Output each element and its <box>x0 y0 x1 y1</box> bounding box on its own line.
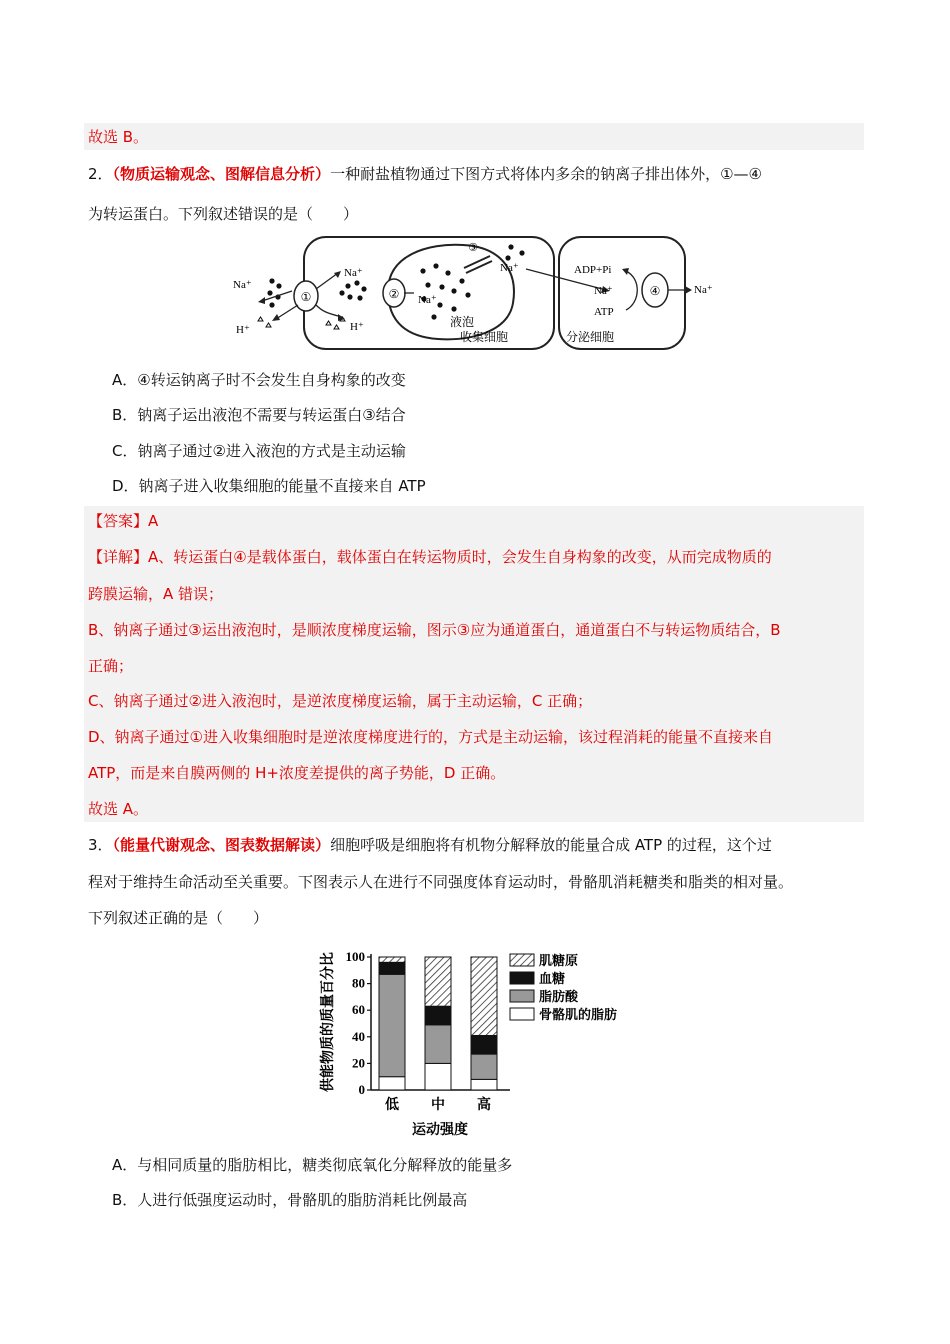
na-dots-vacuole <box>420 263 470 319</box>
na-dots-mid <box>339 280 366 300</box>
q3-option-a: A．与相同质量的脂肪相比，糖类彻底氧化分解释放的能量多 <box>112 1156 513 1174</box>
vacuole-label: 液泡 <box>450 315 475 329</box>
y-tick-label: 60 <box>352 1002 365 1018</box>
q3-number: 3． <box>88 836 113 854</box>
q3-stem-line-1 <box>88 834 772 856</box>
q3-option-b: B．人进行低强度运动时，骨骼肌的脂肪消耗比例最高 <box>112 1191 468 1209</box>
legend-label: 骨骼肌的脂肪 <box>539 1007 618 1022</box>
bar-segment-1-骨骼肌的脂肪 <box>425 1063 451 1090</box>
atp-label: ATP <box>594 306 614 318</box>
q2-stem-1: 一种耐盐植物通过下图方式将体内多余的钠离子排出体外，①—④ <box>330 165 762 183</box>
bar-segment-0-血糖 <box>379 962 405 974</box>
y-ticks <box>346 949 372 1097</box>
q2-detail-4: 正确； <box>88 657 134 675</box>
chart-legend <box>510 953 617 1022</box>
y-tick-label: 80 <box>352 975 365 991</box>
prev-conclusion: 故选 B。 <box>88 128 149 146</box>
q2-option-a: A．④转运钠离子时不会发生自身构象的改变 <box>112 371 406 389</box>
q2-detail-label: 【详解】 <box>88 548 149 566</box>
x-tick-label: 高 <box>477 1098 491 1113</box>
bar-segment-1-肌糖原 <box>425 957 451 1006</box>
q2-option-c: C．钠离子通过②进入液泡的方式是主动运输 <box>112 442 406 460</box>
legend-label: 血糖 <box>539 971 566 986</box>
legend-label: 肌糖原 <box>539 953 579 968</box>
energy-source-chart <box>310 942 640 1142</box>
h-left-label: H⁺ <box>236 324 250 336</box>
arrow-atp-adp <box>626 271 637 310</box>
x-tick-label: 中 <box>431 1098 445 1113</box>
bar-segment-2-骨骼肌的脂肪 <box>471 1079 497 1090</box>
legend-swatch <box>510 972 534 984</box>
x-tick-label: 低 <box>385 1098 399 1113</box>
q2-conclusion: 故选 A。 <box>88 800 149 818</box>
na-dots-left <box>267 278 281 307</box>
protein-2-label: ② <box>388 287 400 301</box>
q2-detail-6: D、钠离子通过①进入收集细胞时是逆浓度梯度进行的，方式是主动运输，该过程消耗的能量不直接来自 <box>88 728 774 746</box>
na-right-label: Na⁺ <box>694 284 713 296</box>
q2-stem-line-1 <box>88 163 762 185</box>
bar-segment-0-肌糖原 <box>379 957 405 962</box>
q2-detail-1: A、转运蛋白④是载体蛋白，载体蛋白在转运物质时，会发生自身构象的改变，从而完成物质的 <box>148 548 772 566</box>
q2-tag: （物质运输观念、图解信息分析） <box>112 165 331 183</box>
secrete-cell-label: 分泌细胞 <box>566 330 615 344</box>
bar-segment-0-脂肪酸 <box>379 974 405 1076</box>
na-top-label: Na⁺ <box>500 262 519 274</box>
protein-4-label: ④ <box>649 284 661 298</box>
adp-label: ADP+Pi <box>574 264 612 276</box>
chart-ylabel: 供能物质的质量百分比 <box>321 952 336 1092</box>
na-left-label: Na⁺ <box>233 279 252 291</box>
bar-segment-2-血糖 <box>471 1035 497 1054</box>
bars <box>379 957 497 1090</box>
q2-number: 2． <box>88 165 113 183</box>
q2-detail-5: C、钠离子通过②进入液泡时，是逆浓度梯度运输，属于主动运输，C 正确； <box>88 692 593 710</box>
legend-label: 脂肪酸 <box>539 989 579 1004</box>
q2-option-b: B．钠离子运出液泡不需要与转运蛋白③结合 <box>112 406 406 424</box>
y-tick-label: 20 <box>352 1055 365 1071</box>
legend-swatch <box>510 990 534 1002</box>
na-dots-top <box>505 244 524 260</box>
q2-transport-figure <box>228 233 713 353</box>
q3-stem-1: 细胞呼吸是细胞将有机物分解释放的能量合成 ATP 的过程，这个过 <box>330 836 772 854</box>
bar-segment-2-肌糖原 <box>471 957 497 1035</box>
x-ticks <box>385 1096 491 1113</box>
na-vac-label: Na⁺ <box>418 294 437 306</box>
na-mid-label: Na⁺ <box>344 267 363 279</box>
arrow-na-in-1 <box>316 273 338 289</box>
protein-1-label: ① <box>300 290 312 304</box>
legend-swatch <box>510 1008 534 1020</box>
q3-tag: （能量代谢观念、图表数据解读） <box>112 836 331 854</box>
q2-stem-2: 为转运蛋白。下列叙述错误的是（ ） <box>88 205 359 223</box>
arrow-na-out-left <box>262 291 292 301</box>
legend-swatch <box>510 954 534 966</box>
q2-detail-3: B、钠离子通过③运出液泡时，是顺浓度梯度运输，图示③应为通道蛋白，通道蛋白不与转运物质结合，B <box>88 621 781 639</box>
y-tick-label: 40 <box>352 1028 365 1044</box>
collect-cell-label: 收集细胞 <box>460 330 509 344</box>
y-tick-label: 0 <box>358 1082 365 1097</box>
chart-xlabel: 运动强度 <box>412 1123 468 1138</box>
na-sec-label: Na⁺ <box>594 285 613 297</box>
answer-box-prev <box>84 123 864 150</box>
q3-stem-2: 程对于维持生命活动至关重要。下图表示人在进行不同强度体育运动时，骨骼肌消耗糖类和脂类的相对量。 <box>88 873 794 891</box>
bar-segment-1-血糖 <box>425 1006 451 1025</box>
q2-option-d: D．钠离子进入收集细胞的能量不直接来自 ATP <box>112 477 426 495</box>
q2-detail-2: 跨膜运输，A 错误； <box>88 585 224 603</box>
q2-answer: 【答案】A <box>88 512 159 530</box>
bar-segment-0-骨骼肌的脂肪 <box>379 1077 405 1090</box>
channel-3-icon <box>464 256 492 273</box>
bar-segment-2-脂肪酸 <box>471 1054 497 1079</box>
q2-detail-7: ATP，而是来自膜两侧的 H+浓度差提供的离子势能，D 正确。 <box>88 764 506 782</box>
h-mid-label: H⁺ <box>350 321 364 333</box>
q3-stem-3: 下列叙述正确的是（ ） <box>88 909 269 927</box>
y-tick-label: 100 <box>345 949 365 964</box>
channel-3-label: ③ <box>468 242 478 254</box>
bar-segment-1-脂肪酸 <box>425 1025 451 1064</box>
arrow-h-left <box>276 305 298 319</box>
h-triangles-left <box>258 317 271 327</box>
q2-detail-line-1 <box>88 546 772 568</box>
